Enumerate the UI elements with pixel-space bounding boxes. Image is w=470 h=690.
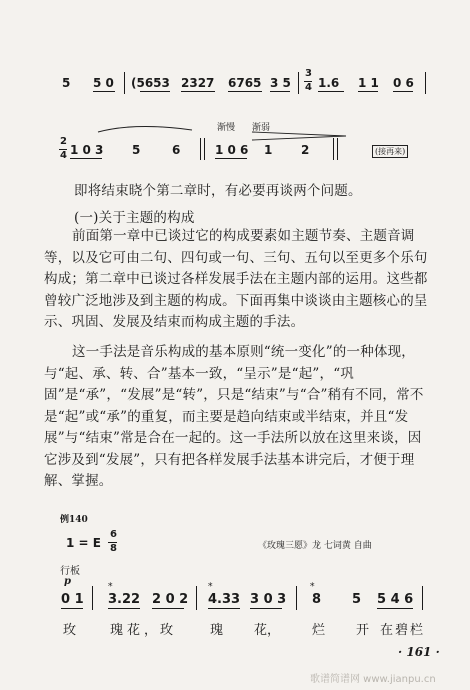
meter-bottom: 4 [60, 150, 67, 161]
lyric: 玫 [63, 623, 77, 638]
paragraph-2: 这一手法是音乐构成的基本原则“统一变化”的一种体现，与“起、承、转、合”基本一致，“呈示”是“起”，“巩固”是“承”，“发展”是“转”，只是“结束”与“合”稍有不同，常不是“起”或“承”的重复，而主要是趋向结束或半结束，并且“发展”与“结束”常是合在一起的。这一手法所以放在这里来谈，因它涉及到“发展”，只有把各样发展手法基本讲完后，才便于理解、掌握。 [44, 344, 424, 489]
lyric: 开 [356, 623, 370, 638]
score-note: 3 5 [270, 76, 291, 90]
score-note: 1 1 [358, 76, 379, 90]
score-note: 2 [301, 143, 310, 157]
score-note: 6 [172, 143, 181, 157]
song-source: 《玫瑰三愿》龙 七词黄 自曲 [258, 541, 372, 551]
score-note: 0 6 [393, 76, 414, 90]
slur-mark [96, 124, 196, 134]
score-note: 1 0 3 [70, 143, 104, 157]
score-note: 5 4 6 [377, 592, 414, 607]
lyric: 瑰 [210, 623, 224, 638]
intro-line: 即将结束晓个第二章时，有必要再谈两个问题。 [74, 183, 362, 199]
tempo-marking: 渐慢 [217, 123, 236, 133]
lyric: 瑰花， [110, 623, 162, 638]
lyric: 花， [254, 623, 281, 638]
score-note: 5 0 [93, 76, 114, 90]
key-signature: 1 = E [66, 536, 101, 550]
score-note: (5653 [131, 76, 170, 90]
page-number: · 161 · [398, 645, 440, 659]
repeat-note: (接再来) [372, 145, 408, 158]
score-note: 5 [132, 143, 141, 157]
example-label: 例140 [60, 515, 88, 525]
score-note: 5 [62, 76, 71, 90]
score-note: 3 0 3 [250, 592, 287, 607]
tempo-marking: 行板 [60, 566, 80, 577]
score-note: 3.22 [108, 592, 141, 607]
paragraph-1: 前面第一章中已谈过它的构成要素如主题节奏、主题音调等，以及它可由二句、四句或一句、三句、五句以至更多个乐句构成；第二章中已谈过各样发展手法在主题内部的运用。这些都曾较广泛地涉及到主题的构成。下面再集中谈谈由主题核心的呈示、巩固、发展及结束而构成主题的手法。 [44, 228, 428, 330]
score-note: 2327 [181, 76, 215, 90]
meter-top: 6 [110, 529, 117, 540]
score-note: 4.33 [208, 592, 241, 607]
lyric: 在碧栏 [380, 623, 426, 638]
score-note: 1 0 6 [215, 143, 249, 157]
watermark: 歌谱简谱网 www.jianpu.cn [310, 674, 436, 685]
score-note: 2 0 2 [152, 592, 189, 607]
meter-bottom: 8 [110, 543, 117, 554]
accent-mark: ⁎ [310, 579, 315, 589]
lyric: 玫 [160, 623, 174, 638]
score-note: 6765 [228, 76, 262, 90]
score-note: 1 [264, 143, 273, 157]
decrescendo-mark [250, 130, 350, 142]
section-heading: (一)关于主题的构成 [74, 210, 195, 226]
meter-bottom: 4 [305, 82, 312, 93]
meter-top: 3 [305, 68, 312, 79]
accent-mark: ⁎ [108, 579, 113, 589]
meter-top: 2 [60, 136, 67, 147]
dynamic-marking: p [64, 576, 71, 587]
score-note: 1.6 [318, 76, 340, 90]
accent-mark: ⁎ [208, 579, 213, 589]
score-note: 0 1 [61, 592, 84, 607]
dynamic-marking: 渐弱 [252, 123, 271, 133]
score-note: 5 [352, 592, 362, 607]
score-note: 8 [312, 592, 322, 607]
lyric: 烂 [312, 623, 326, 638]
